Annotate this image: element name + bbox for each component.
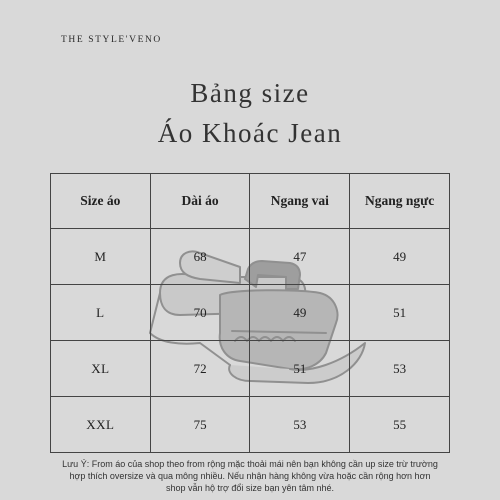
length-cell: 68 [150, 229, 250, 285]
note-line: hợp thích oversize và qua mông nhiều. Nếu nhận hàng không vừa hoặc cần rộng hơn hơn [69, 471, 431, 481]
header-size: Size áo [51, 174, 151, 229]
table-row [51, 229, 450, 285]
chest-cell: 53 [350, 341, 450, 397]
size-cell: L [51, 285, 151, 341]
size-table-container [50, 173, 450, 450]
size-cell: XL [51, 341, 151, 397]
note-line: Lưu Ý: From áo của shop theo from rộng mặc thoải mái nên bạn không cần up size trừ trường [62, 459, 438, 469]
length-cell: 75 [150, 397, 250, 453]
chest-cell: 51 [350, 285, 450, 341]
table-row [51, 285, 450, 341]
shoulder-cell: 53 [250, 397, 350, 453]
header-length: Dài áo [150, 174, 250, 229]
header-shoulder: Ngang vai [250, 174, 350, 229]
header-chest: Ngang ngực [350, 174, 450, 229]
page-subtitle: Áo Khoác Jean [157, 118, 343, 148]
note-text [0, 458, 500, 494]
length-cell: 70 [150, 285, 250, 341]
page-title: Bảng size [190, 78, 310, 108]
size-table [50, 173, 450, 453]
table-row [51, 341, 450, 397]
table-header-row [51, 174, 450, 229]
note-line: shop vẫn hộ trợ đổi size bạn yên tâm nhé. [165, 483, 334, 493]
size-cell: XXL [51, 397, 151, 453]
chest-cell: 55 [350, 397, 450, 453]
shoulder-cell: 49 [250, 285, 350, 341]
brand-logo-text: THE STYLE'VENO [61, 35, 162, 45]
size-cell: M [51, 229, 151, 285]
chest-cell: 49 [350, 229, 450, 285]
length-cell: 72 [150, 341, 250, 397]
table-row [51, 397, 450, 453]
shoulder-cell: 47 [250, 229, 350, 285]
shoulder-cell: 51 [250, 341, 350, 397]
